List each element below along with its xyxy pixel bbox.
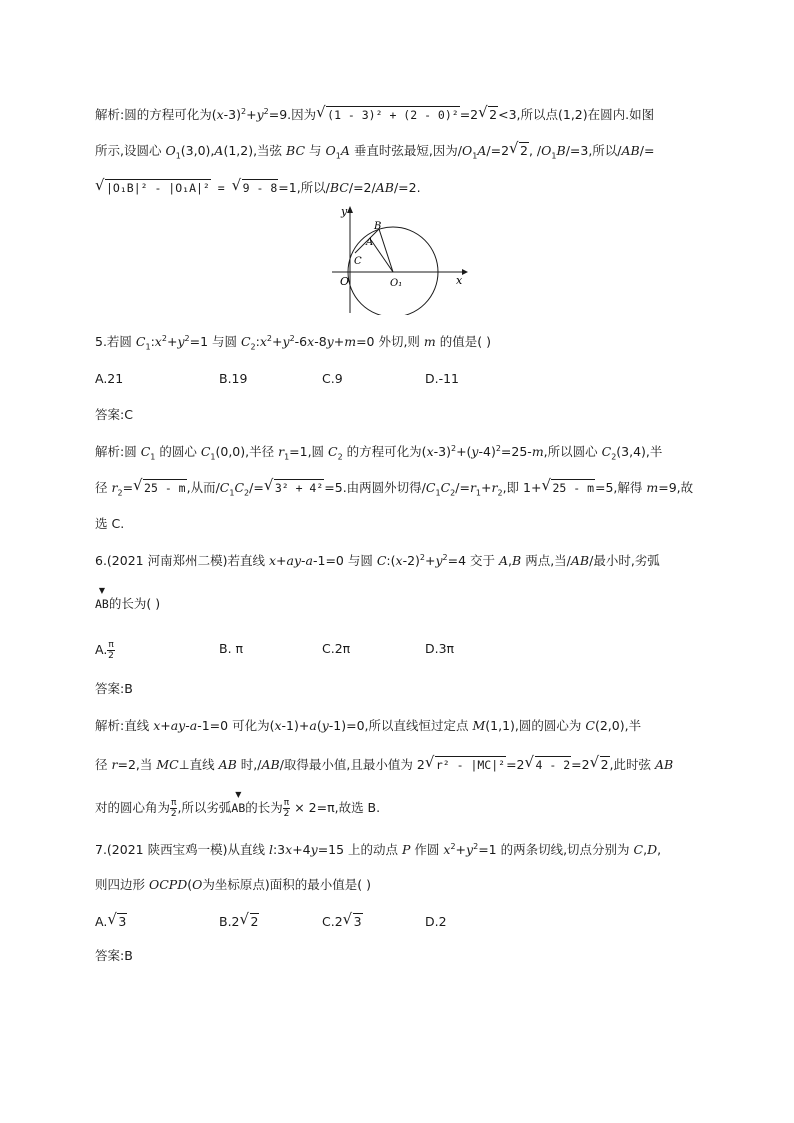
- x-axis-arrow: [462, 269, 468, 275]
- explanation-4-line-1: 解析:圆的方程可化为$(x-3)^2+y^2=9$.因为√ (1 - 3)² + (2 - 0)²=2√ 2<3,所以点(1,2)在圆内.如图: [95, 106, 654, 124]
- q5-explanation-line-3: 选 C.: [95, 516, 125, 531]
- q6-answer: 答案:B: [95, 681, 133, 696]
- explanation-4-line-2: 所示,设圆心 $O_1(3,0),A(1,2)$,当弦 BC 与 $O_1A$ 垂直时弦最短,因为$/O_1A/=2√$ 2, $/O_1B/=3$,所以/AB/=: [95, 142, 654, 160]
- q7-option-d: D.2: [425, 914, 447, 929]
- circle-figure: [330, 205, 470, 315]
- q7-option-c: C.2√ 3: [322, 913, 363, 931]
- q6-option-c: C.2π: [322, 641, 351, 656]
- question-5-stem: 5.若圆 $C_1:x^2+y^2=1$ 与圆 $C_2:x^2+y^2-6x-8y+m=0$ 外切,则 m 的值是( ): [95, 333, 491, 352]
- q5-explanation-line-1: 解析:圆 $C_1$ 的圆心 $C_1(0,0)$,半径 $r_1=1$,圆 $C_2$ 的方程可化为$(x-3)^2+(y-4)^2=25-m$,所以圆心 $C_2(3,4)$,半: [95, 443, 663, 462]
- label-o: O: [340, 275, 350, 288]
- q6-option-a: A. $\frac{\pi}{2}$: [95, 640, 114, 661]
- question-6-stem-line-1: 6.(2021 河南郑州二模)若直线 x+ay-a-1=0 与圆 $C:(x-2)^2+y^2=4$ 交于 A,B 两点,当/AB/最小时,劣弧: [95, 552, 660, 568]
- arc-ab: ▼ AB: [95, 586, 109, 611]
- arc-symbol: ▼: [235, 790, 242, 799]
- q5-option-a: A.21: [95, 371, 124, 386]
- label-y: y: [341, 205, 348, 218]
- label-b: B: [374, 221, 382, 232]
- explanation-4-line-3: √ |O₁B|² - |O₁A|² = √ 9 - 8=1,所以/BC/=2/AB/=2.: [95, 179, 421, 197]
- q6-option-b: B. π: [219, 641, 244, 656]
- q7-answer: 答案:B: [95, 948, 133, 963]
- label-o1: O₁: [390, 278, 403, 289]
- q6-explanation-line-1: 解析:直线 x+ay-a-1=0 可化为(x-1)+a(y-1)=0,所以直线恒过定点 M(1,1),圆的圆心为 C(2,0),半: [95, 718, 642, 733]
- q5-option-b: B.19: [219, 371, 248, 386]
- arc-ab-2: ▼ AB: [231, 790, 246, 815]
- question-7-stem-line-1: 7.(2021 陕西宝鸡一模)从直线 l:3x+4y=15 上的动点 P 作圆 $x^2+y^2=1$ 的两条切线,切点分别为 C,D,: [95, 841, 662, 857]
- q5-option-d: D.-11: [425, 371, 460, 386]
- label-a: A: [366, 237, 374, 248]
- q5-option-c: C.9: [322, 371, 343, 386]
- label-c: C: [354, 256, 362, 267]
- question-6-stem-line-2: ▼ AB的长为( ): [95, 586, 161, 611]
- q7-option-a: A.√ 3: [95, 913, 127, 931]
- q6-explanation-line-3: 对的圆心角为 $\frac{\pi}{2}$ ,所以劣弧 ▼ AB的长为 $\frac{\pi}{2}$ × 2=π,故选 B.: [95, 790, 381, 819]
- question-7-stem-line-2: 则四边形 OCPD(O为坐标原点)面积的最小值是( ): [95, 877, 371, 892]
- q5-answer: 答案:C: [95, 407, 133, 422]
- y-axis-arrow: [347, 206, 353, 213]
- q6-explanation-line-2: 径 r=2,当 MC⊥直线 AB 时,/AB/取得最小值,且最小值为 2√ r² - |MC|²=2√ 4 - 2=2√ 2,此时弦 AB: [95, 756, 673, 774]
- segment-o1b: [379, 229, 393, 272]
- segment-o1a: [371, 240, 393, 272]
- q5-explanation-line-2: 径 $r_2=√$ 25 - m,从而$/C_1C_2/=√$ 3² + 4²=5.由两圆外切得$/C_1C_2/=r_1+r_2$,即 1+√ 25 - m=5,解得 m=9,故: [95, 479, 693, 497]
- arc-symbol: ▼: [98, 586, 105, 595]
- label-x: x: [456, 274, 463, 287]
- q7-option-b: B.2√ 2: [219, 913, 259, 931]
- q6-option-d: D.3π: [425, 641, 455, 656]
